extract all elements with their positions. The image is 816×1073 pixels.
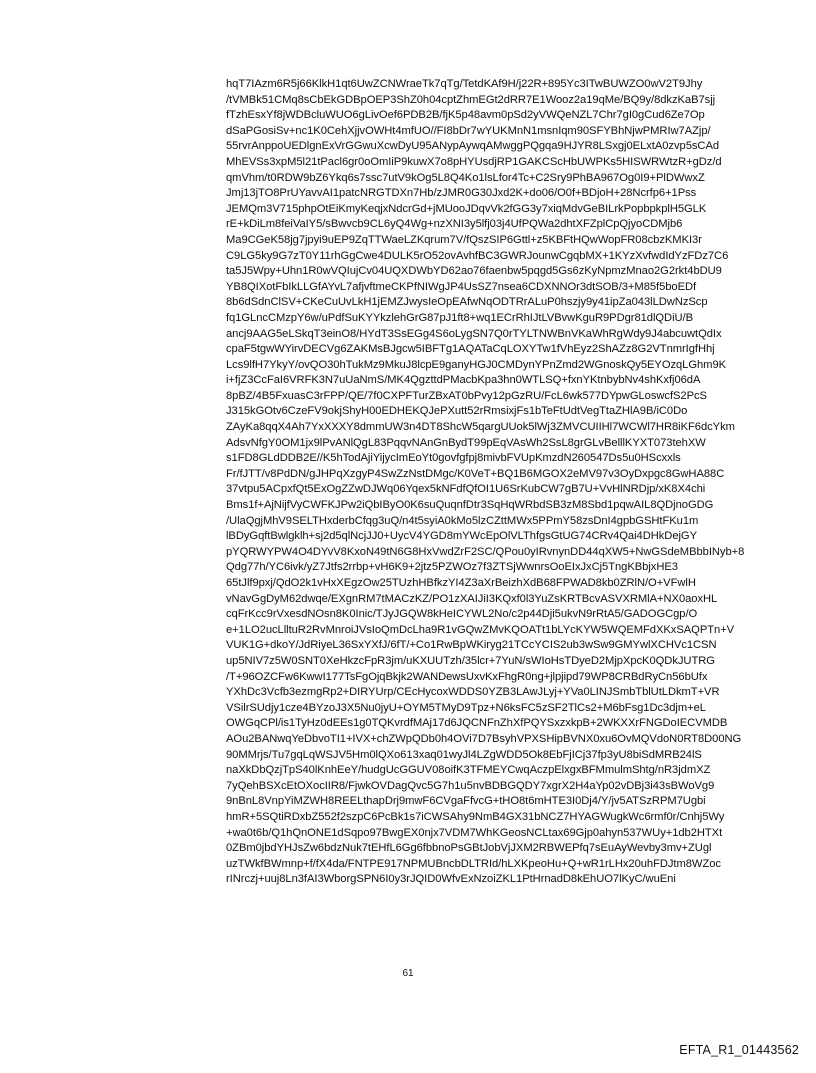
text-line: hmR+5SQtiRDxbZ552f2szpC6PcBk1s7iCWSAhy9NmB4GX31bNCZ7HYAGWugkWc6rmf0r/Cnhj5Wy: [226, 810, 725, 823]
text-line: 37vtpu5ACpxfQt5ExOgZZwDJWq06Yqex5kNFdfQfOI1U6SrKubCW7gB7U+VvHlNRDjp/xK8X4chi: [226, 483, 706, 496]
text-line: Lcs9lfH7YkyY/ovQO30hTukMz9MkuJ8lcpE9ganyHGJ0CMDynYPnZmd2WGnoskQy5EYOzqLGhm9K: [226, 358, 727, 371]
text-line: MhEVSs3xpM5l21tPacl6gr0oOmIiP9kuwX7o8pHYUsdjRP1GAKCScHbUWPKs5HISWRWtzR+gDz/d: [226, 155, 722, 168]
text-line: hqT7IAzm6R5j66KlkH1qt6UwZCNWraeTk7qTg/TetdKAf9H/j22R+895Yc3ITwBUWZO0wV2T9Jhy: [226, 78, 703, 90]
encoded-text-block: [226, 77, 766, 888]
text-line: 55rvrAnppoUEDlgnExVrGGwuXcwDyU95ANypAywqAMwggPQgqa9HJYR8LSxgj0ELxtA0zvp5sCAd: [226, 140, 720, 153]
text-line: OWGqCPl/is1TyHz0dEEs1g0TQKvrdfMAj17d6JQCNFnZhXfPQYSxzxkpB+2WKXXrFNGDoIECVMDB: [226, 717, 728, 730]
text-line: fq1GLncCMzpY6w/uPdfSuKYYkzlehGrG87pJ1ft8+wq1ECrRhIJtLVBvwKguR9PDgr81dlQDiU/B: [226, 311, 694, 324]
text-line: lBDyGqftBwlgklh+sj2d5qlNcjJJ0+UycV4YGD8mYWcEpOlVLThfgsGtUG74CRv4Qai4DHkDejGY: [226, 530, 697, 543]
text-line: Fr/fJTT/v8PdDN/gJHPqXzgyP4SwZzNstDMgc/K0VeT+BQ1B6MGOX2eMV97v3OyDxpgc8GwHA88C: [226, 467, 725, 480]
text-line: +wa0t6b/Q1hQnONE1dSqpo97BwgEX0njx7VDM7WhKGeosNCLtax69Gjp0ahyn537WUy+1db2HTXt: [226, 826, 723, 839]
text-line: rINrczj+uuj8Ln3fAI3WborgSPN6I0y3rJQID0WfvExNzoiZKL1PtHrnadD8kEhUO7lKyC/wuEni: [226, 873, 676, 886]
text-line: 7yQehBSXcEtOXocIIR8/FjwkOVDagQvc5G7h1u5nvBDBGQDY7xgrX2H4aYp02vDBj3i43sBWoVg9: [226, 779, 715, 792]
text-line: /T+96OZCFw6KwwI177TsFgOjqBkjk2WANDewsUxvKxFhgR0ng+jlpjipd79WP8CRBdRyCn56bUfx: [226, 670, 708, 683]
text-line: JEMQm3V715phpOtEiKmyKeqjxNdcrGd+jMUooJDqvVk2fGG3y7xiqMdvGeBILrkPopbpkplH5GLK: [226, 202, 707, 215]
text-line: vNavGgDyM62dwqe/EXgnRM7tMACzKZ/PO1zXAIJiI3KQxf0l3YuZsKRTBcvASVXRMlA+NX0aoxHL: [226, 592, 718, 605]
text-line: Jmj13jTO8PrUYavvAI1patcNRGTDXn7Hb/zJMR0G30Jxd2K+do06/O0f+BDjoH+28Ncrfp6+1Pss: [226, 187, 697, 200]
page-number: 61: [402, 968, 414, 979]
text-line: C9LG5ky9G7zT0Y11rhGgCwe4DULK5rO52ovAvhfBC3GWRJounwCgqbMX+1KYzXvfwdIdYzFDz7C6: [226, 249, 729, 262]
text-line: pYQRWYPW4O4DYvV8KxoN49tN6G8HxVwdZrF2SC/QPou0yIRvnynDD44qXW5+NwGSdeMBbbINyb+8: [226, 545, 745, 558]
text-line: YXhDc3Vcfb3ezmgRp2+DIRYUrp/CEcHycoxWDDS0YZB3LAwJLyj+YVa0LINJSmbTblUtLDkmT+VR: [226, 686, 720, 699]
text-line: ta5J5Wpy+Uhn1R0wVQIujCv04UQXDWbYD62ao76faenbw5pqgd5Gs6zKyNpmzMnao2G2rkt4bDU9: [226, 265, 722, 278]
text-line: Bms1f+AjNijfVyCWFKJPw2iQbIByO0K6suQuqnfDtr3SqHqWRbdSB3zM8Sbd1pqwAIL8QDjnoGDG: [226, 499, 714, 512]
text-line: AdsvNfgY0OM1jx9lPvANlQgL83PqqvNAnGnBydT99pEqVAsWh2SsL8grGLvBelllKYXT073tehXW: [226, 436, 706, 449]
text-line: fTzhEsxYf8jWDBcluWUO6gLivOef6PDB2B/fjK5p48avm0pSd2yVWQeNZL7Chr7gI0gCud6Ze7Op: [226, 109, 705, 122]
text-line: 8pBZ/4B5FxuasC3rFPP/QE/7f0CXPFTurZBxAT0bPvy12pGzRU/FcL6wk577DYpwGLoswcfS2PcS: [226, 389, 707, 402]
text-line: rE+kDiLm8feiVaIY5/sBwvcb9CL6yQ4Wg+nzXNI3y5lfj03j4UfPQWa2dhtXFZplCpQjyoCDMjb6: [226, 218, 683, 231]
text-line: /tVMBk51CMq8sCbEkGDBpOEP3ShZ0h04cptZhmEGt2dRR7E1Wooz2a19qMe/BQ9y/8dkzKaB7sjj: [226, 93, 716, 106]
text-line: i+fjZ3CcFaI6VRFK3N7uUaNmS/MK4QgzttdPMacbKpa3hn0WTLSQ+fxnYKtnbybNv4shKxfj06dA: [226, 374, 701, 387]
text-line: uzTWkfBWmnp+f/fX4da/FNTPE917NPMUBncbDLTRId/hLXKpeoHu+Q+wR1rLHx20uhFDJtm8WZoc: [226, 857, 721, 870]
text-line: VUK1G+dkoY/JdRiyeL36SxYXfJ/6fT/+Co1RwBpWKiryg21TCcYCIS2ub3wSw9GMYwlXCHVc1CSN: [226, 639, 717, 652]
text-line: ancj9AAG5eLSkqT3einO8/HYdT3SsEGg4S6oLygSN7Q0rTYLTNWBnVKaWhRgWdy9J4abcuwtQdIx: [226, 327, 722, 340]
text-line: Qdg77h/YC6ivk/yZ7Jtfs2rrbp+vH6K9+2jtz5PZWOz7f3ZTSjWwnrsOoEIxJxCj5TngKBbjxHE3: [226, 561, 678, 574]
text-line: 8b6dSdnClSV+CKeCuUvLkH1jEMZJwysIeOpEAfwNqODTRrALuP0hszjy9y41ipZa043lLDwNzScp: [226, 296, 708, 309]
text-line: /UlaQgjMhV9SELTHxderbCfqg3uQ/n4t5syiA0kMo5lzCZttMWx5PPmY58zsDnI4gpbGSHtFKu1m: [226, 514, 699, 527]
text-line: s1FD8GLdDDB2E//K5hTodAjiYijycImEoYt0govfgfpj8mivbFVUpKmzdN260547Ds5u0HScxxls: [226, 452, 681, 465]
text-line: J315kGOtv6CzeFV9okjShyH00EDHEKQJePXutt52rRmsixjFs1bTeFtUdtVegTtaZHlA9B/iC0Do: [226, 405, 688, 418]
text-line: 65tJlf9pxj/QdO2k1vHxXEgzOw25TUzhHBfkzYI4Z3aXrBeizhXdB68FPWAD8kb0ZRlN/O+VFwlH: [226, 577, 696, 589]
text-line: qmVhm/t0RDW9bZ6Ykq6s7ssc7utV9kOg5L8Q4Ko1lsLfor4Tc+C2Sry9PhBA967Og0I9+PlDWwxZ: [226, 171, 705, 184]
document-id-stamp: EFTA_R1_01443562: [679, 1043, 799, 1057]
text-line: Ma9CGeK58jg7jpyi9uEP9ZqTTWaeLZKqrum7V/fQszSIP6Gttl+z5KBFtHQwWopFR08cbzKMKI3r: [226, 233, 702, 246]
text-line: VSilrSUdjy1cze4BYzoJ3X5Nu0jyU+OYM5TMyD9Tpz+N6ksFC5zSF2TlCs2+M6bFsg1Dc3djm+eL: [226, 701, 706, 714]
text-line: cqFrKcc9rVxesdNOsn8K0Inic/TJyJGQW8kHeICYWL2No/c2p44Dji5ukvN9rRtA5/GADOGCgp/O: [226, 608, 698, 621]
text-line: cpaF5tgwWYirvDECVg6ZAKMsBJgcw5IBFTg1AQATaCqLOXYTw1fVhEyz2ShAZz8G2VTnmrIgfHhj: [226, 343, 715, 356]
text-line: YB8QIXotFbIkLLGfAYvL7afjvftmeCKPfNIWgJP4UsSZ7nsea6CDXNNOr3dtSOB/3+M85f5boEDf: [226, 280, 697, 293]
text-line: 90MMrjs/Tu7gqLqWSJV5Hm0lQXo613xaq01wyJl4LZgWDD5Ok8EbFjICj37fp3yU8biSdMRB24lS: [226, 748, 702, 761]
text-line: up5NIV7z5W0SNT0XeHkzcFpR3jm/uKXUUTzh/35lcr+7YuN/sWIoHsTDyeD2MjpXpcK0QDkJUTRG: [226, 654, 715, 667]
text-line: 9nBnL8VnpYiMZWH8REELthapDrj9mwF6CVgaFfvcG+tHO8t6mHTE3I0Dj4/Y/jv5ATSzRPM7Ugbi: [226, 795, 706, 808]
text-line: naXkDbQzjTpS40lKnhEeY/hudgUcGGUV08oifK3TFMEYCwqAczpElxgxBFMmulmShtg/nR3jdmXZ: [226, 764, 711, 777]
text-line: 0ZBm0jbdYHJsZw6bdzNuk7tEHfL6Gg6fbbnoPsGBtJobVjJXM2RBWEPfq7sEuAyWevby3mv+ZUgl: [226, 842, 712, 855]
text-line: AOu2BANwqYeDbvoTI1+IVX+chZWpQDb0h4OVi7D7BsyhVPXSHipBVNX0xu6OvMQVdoN0RT8D00NG: [226, 732, 742, 745]
text-line: dSaPGosiSv+nc1K0CehXjjvOWHt4mfUO//FI8bDr7wYUKMnN1msnIqm90SFYBhNjwPMRIw7AZjp/: [226, 124, 711, 137]
text-line: ZAyKa8qqX4Ah7YxXXXY8dmmUW3n4DT8ShcW5qargUUok5lWj3ZMVCUIIHl7WCWl7HR8iKF6dcYkm: [226, 421, 735, 434]
text-line: e+1LO2ucLlltuR2RvMnroiJVsIoQmDcLha9R1vGQwZMvKQOATt1bLYcKYW5WQEMFdXKxSAQPTn+V: [226, 623, 735, 636]
